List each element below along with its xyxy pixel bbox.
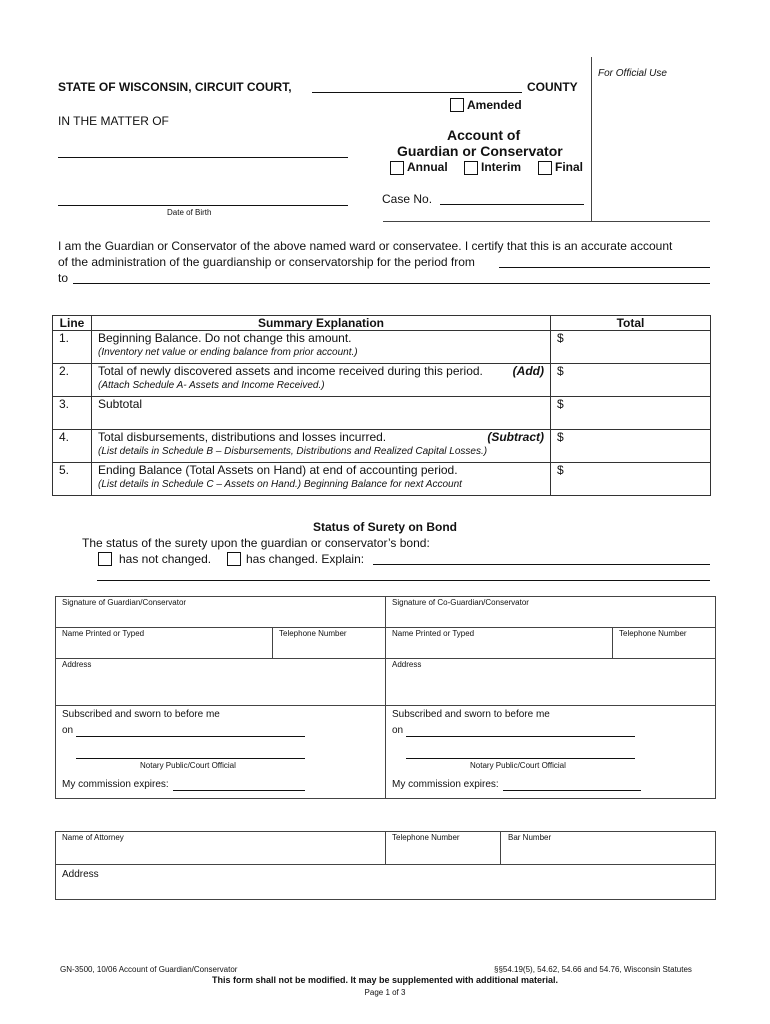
co-commission-label: My commission expires: [392,779,499,790]
case-no-label: Case No. [382,192,433,206]
not-changed-checkbox[interactable] [98,552,112,566]
signature-rule-1 [55,627,715,628]
intro-line3: to [58,271,69,285]
summary-header-row [53,316,711,331]
official-use-label: For Official Use [598,68,667,79]
attorney-address-label: Address [62,869,99,880]
phone-divider-right [612,627,613,658]
interim-label: Interim [481,160,522,174]
attorney-name-label: Name of Attorney [62,833,124,842]
row-explanation [92,430,551,463]
row-line-number: 5. [53,463,92,496]
not-changed-label: has not changed. [119,552,212,566]
row-total[interactable]: $ [551,397,711,430]
commission-date-field[interactable] [173,778,305,791]
sworn-date-field[interactable] [76,724,305,737]
signature-rule-2 [55,658,715,659]
summary-table [52,315,711,496]
row-total[interactable]: $ [551,430,711,463]
final-label: Final [555,160,584,174]
co-on-label: on [392,725,404,736]
amended-label: Amended [467,98,522,112]
row-total[interactable]: $ [551,331,711,364]
attorney-divider-1 [385,831,386,864]
co-notary-signature-field[interactable] [406,746,635,759]
explain-field[interactable] [373,552,710,565]
amended-checkbox[interactable] [450,98,464,112]
row-subtext: (List details in Schedule C – Assets on Hand.) Beginning Balance for next Account [98,479,462,490]
statutes-label: §§54.19(5), 54.62, 54.66 and 54.76, Wisconsin Statutes [494,965,692,974]
modification-notice: This form shall not be modified. It may be supplemented with additional material. [211,975,559,985]
final-checkbox[interactable] [538,161,552,175]
row-line-number: 4. [53,430,92,463]
row-tag: (Add) [512,364,544,378]
notary-signature-field[interactable] [76,746,305,759]
co-notary-label: Notary Public/Court Official [470,761,566,770]
row-subtext: (Inventory net value or ending balance from prior account.) [98,347,358,358]
row-line-number: 2. [53,364,92,397]
explain-field-2[interactable] [97,568,710,581]
annual-label: Annual [407,160,448,174]
col-explanation-header: Summary Explanation [92,316,551,331]
period-to-field[interactable] [73,271,710,284]
co-address-label: Address [392,660,422,669]
county-name-field[interactable] [312,80,522,93]
intro-line2: of the administration of the guardianship or conservatorship for the period from [58,255,475,269]
period-from-field[interactable] [499,255,710,268]
summary-row [53,331,711,364]
row-total[interactable]: $ [551,463,711,496]
signature-rule-3 [55,705,715,706]
co-subscribed-label: Subscribed and sworn to before me [392,709,550,720]
intro-line1: I am the Guardian or Conservator of the above named ward or conservatee. I certify that this is an accurate account [58,239,673,253]
bar-number-label: Bar Number [508,833,552,842]
sig-co-guardian-label: Signature of Co-Guardian/Conservator [392,598,529,607]
row-text: Total disbursements, distributions and losses incurred. [98,430,387,444]
row-total[interactable]: $ [551,364,711,397]
form-title-line1: Account of [447,127,521,143]
summary-row [53,364,711,397]
name-printed-label: Name Printed or Typed [62,629,145,638]
header-bottom-rule [383,221,710,222]
commission-label: My commission expires: [62,779,169,790]
address-label: Address [62,660,92,669]
ward-name-field[interactable] [58,145,348,158]
summary-row [53,430,711,463]
changed-checkbox[interactable] [227,552,241,566]
interim-checkbox[interactable] [464,161,478,175]
page-number: Page 1 of 3 [364,988,406,997]
row-text: Beginning Balance. Do not change this amount. [98,331,352,345]
surety-title: Status of Surety on Bond [313,520,457,534]
row-tag: (Subtract) [487,430,544,444]
in-matter-label: IN THE MATTER OF [58,114,169,128]
row-explanation [92,397,551,430]
co-commission-date-field[interactable] [503,778,641,791]
phone-divider-left [272,627,273,658]
surety-text: The status of the surety upon the guardian or conservator’s bond: [82,536,430,550]
row-explanation [92,331,551,364]
co-telephone-label: Telephone Number [619,629,687,638]
annual-checkbox[interactable] [390,161,404,175]
co-sworn-date-field[interactable] [406,724,635,737]
telephone-label: Telephone Number [279,629,347,638]
changed-label: has changed. Explain: [246,552,365,566]
on-label: on [62,725,74,736]
notary-label: Notary Public/Court Official [140,761,236,770]
row-subtext: (Attach Schedule A- Assets and Income Received.) [98,380,325,391]
attorney-divider-2 [500,831,501,864]
row-line-number: 1. [53,331,92,364]
attorney-telephone-label: Telephone Number [392,833,460,842]
row-explanation [92,364,551,397]
col-total-header: Total [551,316,711,331]
attorney-rule [55,864,715,865]
county-label: COUNTY [527,80,578,94]
row-subtext: (List details in Schedule B – Disbursements, Distributions and Realized Capital Losses.) [98,446,488,457]
row-text: Subtotal [98,397,143,411]
form-title-line2: Guardian or Conservator [397,143,563,159]
row-line-number: 3. [53,397,92,430]
case-no-field[interactable] [440,192,584,205]
state-court-label: STATE OF WISCONSIN, CIRCUIT COURT, [58,80,292,94]
sig-guardian-label: Signature of Guardian/Conservator [62,598,187,607]
summary-row [53,463,711,496]
official-use-divider [591,57,592,222]
date-of-birth-label: Date of Birth [167,208,212,217]
subscribed-label: Subscribed and sworn to before me [62,709,220,720]
row-explanation [92,463,551,496]
co-name-printed-label: Name Printed or Typed [392,629,475,638]
form-number: GN-3500, 10/06 Account of Guardian/Conservator [60,965,238,974]
date-of-birth-field[interactable] [58,193,348,206]
row-text: Ending Balance (Total Assets on Hand) at end of accounting period. [98,463,458,477]
summary-row [53,397,711,430]
row-text: Total of newly discovered assets and income received during this period. [98,364,483,378]
col-line-header: Line [53,316,92,331]
